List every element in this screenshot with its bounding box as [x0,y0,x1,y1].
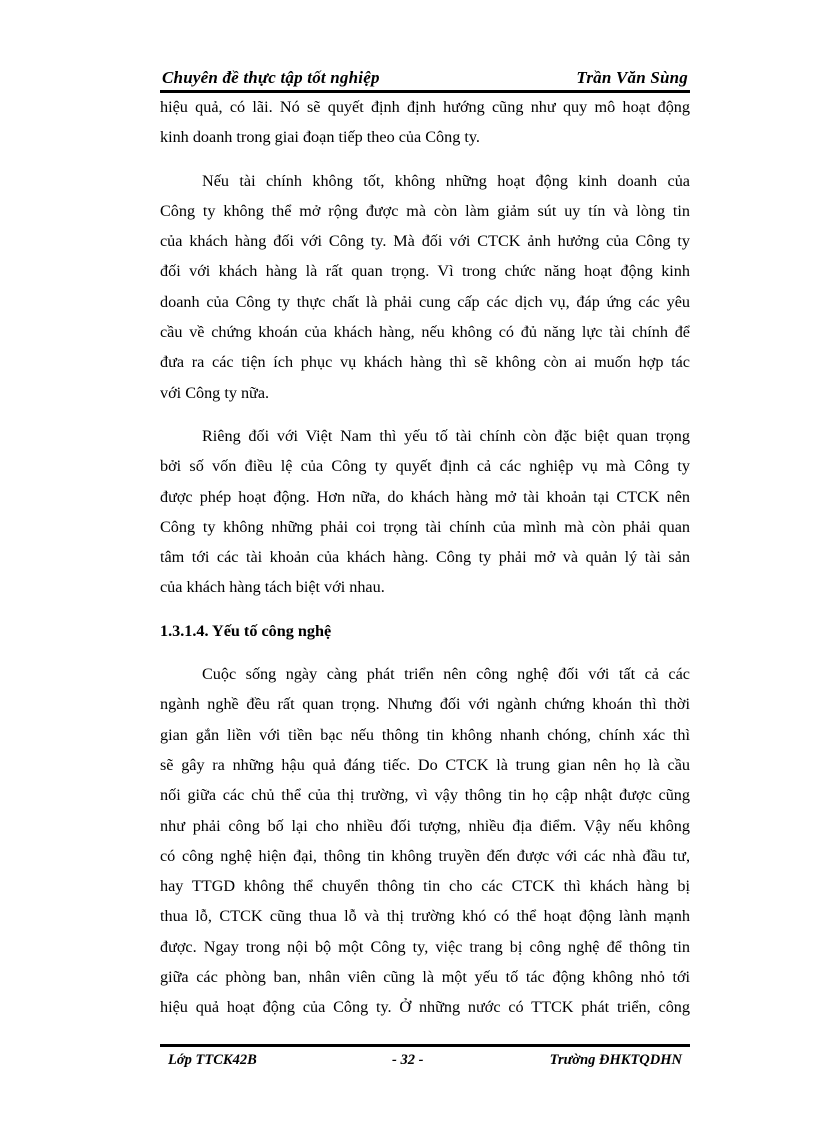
text-line: Cuộc sống ngày càng phát triển nên công nghệ đối với tất cả các [202,665,690,684]
text-line: Công ty không những phải coi trọng tài chính của mình mà còn phải quan [160,517,690,536]
text-line: của khách hàng tách biệt với nhau. [160,578,385,597]
paragraph-1 [160,92,690,153]
text-line: cầu về chứng khoán của khách hàng, nếu không có đủ năng lực tài chính để [160,323,690,342]
text-line: sẽ gây ra những hậu quả đáng tiếc. Do CTCK là trung gian nên họ là cầu [160,755,690,774]
text-line: đưa ra các tiện ích phục vụ khách hàng thì sẽ không còn ai muốn hợp tác [160,353,690,372]
text-line: doanh của Công ty thực chất là phải cung cấp các dịch vụ, đáp ứng các yêu [160,292,690,311]
text-line: hay TTGD không thể chuyển thông tin cho các CTCK thì khách hàng bị [160,877,690,896]
paragraph-3 [160,421,690,603]
text-line: hiệu quả, có lãi. Nó sẽ quyết định định hướng cũng như quy mô hoạt động [160,98,690,116]
text-line: Công ty không thể mở rộng được mà còn làm giảm sút uy tín và lòng tin [160,201,690,220]
text-line: nối giữa các chủ thể của thị trường, vì vậy thông tin họ cập nhật được cũng [160,786,690,805]
footer-class: Lớp TTCK42B [168,1052,257,1068]
text-line: của khách hàng đối với Công ty. Mà đối với CTCK ảnh hưởng của Công ty [160,232,690,251]
text-line: giữa các phòng ban, nhân viên cũng là một yếu tố tác động không nhỏ tới [160,968,690,987]
text-line: Nếu tài chính không tốt, không những hoạt động kinh doanh của [202,171,690,190]
document-body [160,92,690,1023]
paragraph-2 [160,166,690,408]
header-title: Chuyên đề thực tập tốt nghiệp [162,68,380,87]
text-line: tâm tới các tài khoản của khách hàng. Công ty phải mở và quản lý tài sản [160,548,690,567]
page-number: - 32 - [392,1052,424,1068]
paragraph-4 [160,659,690,1023]
text-line: hiệu quả hoạt động của Công ty. Ở những nước có TTCK phát triển, công [160,998,690,1017]
text-line: ngành nghề đều rất quan trọng. Nhưng đối với ngành chứng khoán thì thời [160,695,690,714]
footer-school: Trường ĐHKTQDHN [549,1052,682,1068]
text-line: có công nghệ hiện đại, thông tin không truyền đến được với các nhà đầu tư, [160,846,690,865]
page-header [160,66,690,92]
section-heading: 1.3.1.4. Yếu tố công nghệ [160,621,332,640]
text-line: đối với khách hàng là rất quan trọng. Vì trong chức năng hoạt động kinh [160,262,690,281]
text-line: thua lỗ, CTCK cũng thua lỗ và thị trường khó có thể hoạt động lành mạnh [160,907,690,926]
text-line: như phải công bố lại cho nhiều đối tượng, nhiều địa điểm. Vậy nếu không [160,816,690,835]
text-line: gian gắn liền với tiền bạc nếu thông tin không nhanh chóng, chính xác thì [160,725,690,744]
header-author: Trần Văn Sùng [576,68,688,87]
text-line: được. Ngay trong nội bộ một Công ty, việc trang bị công nghệ để thông tin [160,937,690,956]
text-line: Riêng đối với Việt Nam thì yếu tố tài chính còn đặc biệt quan trọng [202,426,690,445]
text-line: được phép hoạt động. Hơn nữa, do khách hàng mở tài khoản tại CTCK nên [160,487,690,506]
page-footer [160,1050,690,1074]
footer-rule [160,1044,690,1047]
text-line: bởi số vốn điều lệ của Công ty quyết định cả các nghiệp vụ mà Công ty [160,457,690,476]
text-line: với Công ty nữa. [160,383,270,402]
text-line: kinh doanh trong giai đoạn tiếp theo của Công ty. [160,128,480,147]
